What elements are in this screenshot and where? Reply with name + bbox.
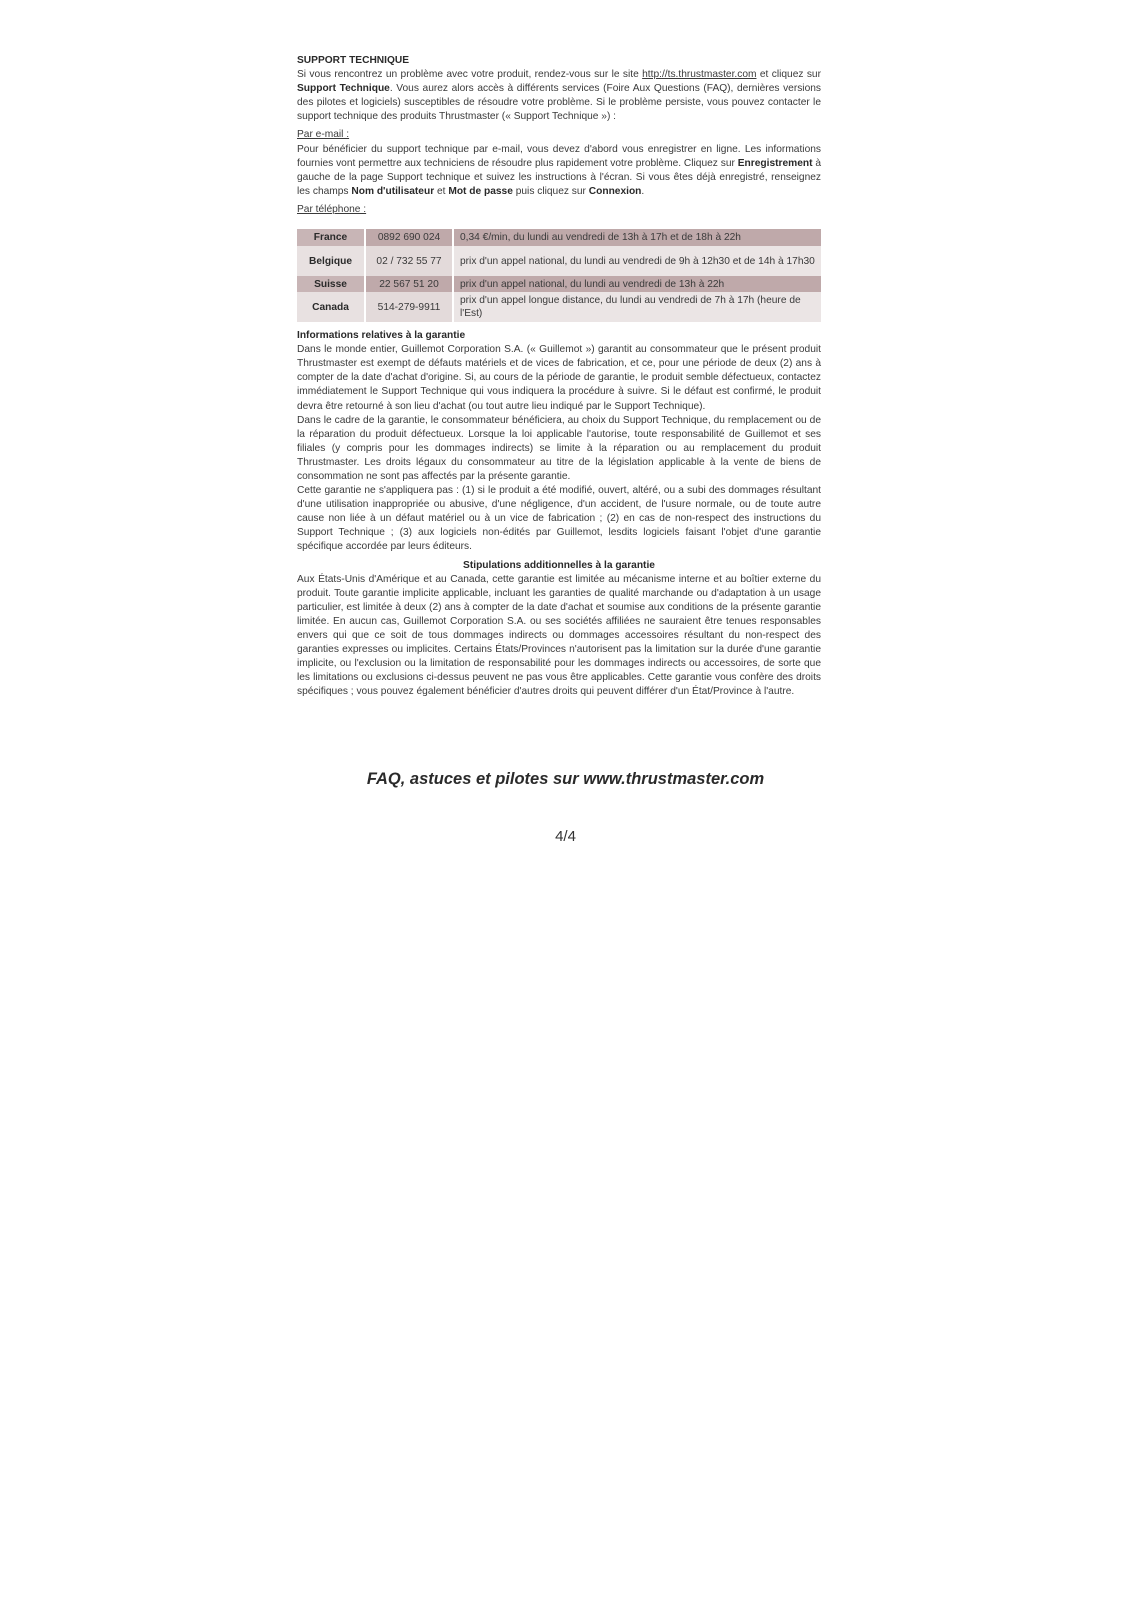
phone-table (297, 229, 821, 322)
email-paragraph: Pour bénéficier du support technique par e-mail, vous devez d'abord vous enregistrer en ligne. Les informations fournies vont permettre aux techniciens de résoudre plus rapidement votre problème. Cliquez sur Enregistrement à gauche de la page Support technique et suivez les instructions à l'écran. Si vous êtes déjà enregistré, renseignez les champs Nom d'utilisateur et Mot de passe puis cliquez sur Connexion. (297, 143, 821, 197)
phone-heading: Par téléphone : (297, 203, 367, 215)
warranty-paragraph: Dans le monde entier, Guillemot Corporation S.A. (« Guillemot ») garantit au consommateur que le présent produit Thrustmaster est exempt de défauts matériels et de vices de fabrication, et ce, pour une période de deux (2) ans à compter de la date d'achat d'origine. Si, au cours de la période de garantie, le produit semble défectueux, contactez immédiatement le Support Technique qui vous indiquera la procédure à suivre. Si le défaut est confirmé, le produit devra être retourné à son lieu d'achat (ou tout autre lieu indiqué par le Support Technique). (297, 344, 821, 412)
country-cell: Belgique (297, 246, 365, 276)
number-cell: 514-279-9911 (365, 292, 453, 322)
warranty-paragraph: Cette garantie ne s'appliquera pas : (1) si le produit a été modifié, ouvert, altéré, ou a subi des dommages résultant d'une utilisation inappropriée ou abusive, d'une négligence, d'un accident, de l'usure normale, ou de toute autre cause non liée à un défaut matériel ou à un vice de fabrication ; (2) en cas de non-respect des instructions du Support Technique ; (3) aux logiciels non-édités par Guillemot, lesdits logiciels faisant l'objet d'une garantie spécifique accordée par leurs éditeurs. (297, 485, 821, 553)
additional-paragraph: Aux États-Unis d'Amérique et au Canada, cette garantie est limitée au mécanisme interne et au boîtier externe du produit. Toute garantie implicite applicable, incluant les garanties de qualité marchande ou d'adaptation à un usage particulier, est limitée à deux (2) ans à compter de la date d'achat et soumise aux conditions de la présente garantie limitée. En aucun cas, Guillemot Corporation S.A. ou ses sociétés affiliées ne sauraient être tenues responsables envers qui que ce soit de tous dommages indirects ou dommages accessoires résultant du non-respect des garanties expresses ou implicites. Certains États/Provinces n'autorisent pas la limitation sur la durée d'une garantie implicite, ou l'exclusion ou la limitation de responsabilité pour les dommages indirects ou accessoires, de sorte que les limitations ou exclusions ci-dessus peuvent ne pas vous être applicables. Cette garantie vous confère des droits spécifiques ; vous pouvez également bénéficier d'autres droits qui peuvent différer d'un État/Province à l'autre. (297, 573, 821, 698)
table-row (297, 276, 821, 292)
email-heading: Par e-mail : (297, 129, 350, 141)
page-number: 4/4 (555, 828, 576, 845)
info-cell: prix d'un appel national, du lundi au vendredi de 9h à 12h30 et de 14h à 17h30 (453, 246, 821, 276)
additional-title: Stipulations additionnelles à la garantie (463, 559, 655, 571)
support-link[interactable]: http://ts.thrustmaster.com (642, 69, 757, 81)
number-cell: 0892 690 024 (365, 229, 453, 246)
info-cell: 0,34 €/min, du lundi au vendredi de 13h à 17h et de 18h à 22h (453, 229, 821, 246)
country-cell: Canada (297, 292, 365, 322)
support-title: SUPPORT TECHNIQUE (297, 55, 410, 66)
warranty-title: Informations relatives à la garantie (297, 330, 466, 342)
number-cell: 22 567 51 20 (365, 276, 453, 292)
support-intro: Si vous rencontrez un problème avec votre produit, rendez-vous sur le site http://ts.thrustmaster.com et cliquez sur Support Technique. Vous aurez alors accès à différents services (Foire Aux Questions (FAQ), dernières versions des pilotes et logiciels) susceptibles de résoudre votre problème. Si le problème persiste, vous pouvez contacter le support technique des produits Thrustmaster (« Support Technique ») : (297, 69, 822, 123)
table-row (297, 292, 821, 322)
country-cell: Suisse (297, 276, 365, 292)
country-cell: France (297, 229, 365, 246)
info-cell: prix d'un appel national, du lundi au vendredi de 13h à 22h (453, 276, 821, 292)
warranty-paragraph: Dans le cadre de la garantie, le consommateur bénéficiera, au choix du Support Technique, du remplacement ou de la réparation du produit défectueux. Lorsque la loi applicable l'autorise, toute responsabilité de Guillemot et ses filiales (y compris pour les dommages indirects) se limite à la réparation ou au remplacement du produit Thrustmaster. Les droits légaux du consommateur au titre de la législation applicable à la vente de biens de consommation ne sont pas affectés par la présente garantie. (297, 414, 821, 482)
document-column (297, 54, 821, 699)
number-cell: 02 / 732 55 77 (365, 246, 453, 276)
table-row (297, 246, 821, 276)
table-row (297, 229, 821, 246)
info-cell: prix d'un appel longue distance, du lundi au vendredi de 7h à 17h (heure de l'Est) (453, 292, 821, 322)
faq-footer: FAQ, astuces et pilotes sur www.thrustmaster.com (366, 770, 765, 788)
